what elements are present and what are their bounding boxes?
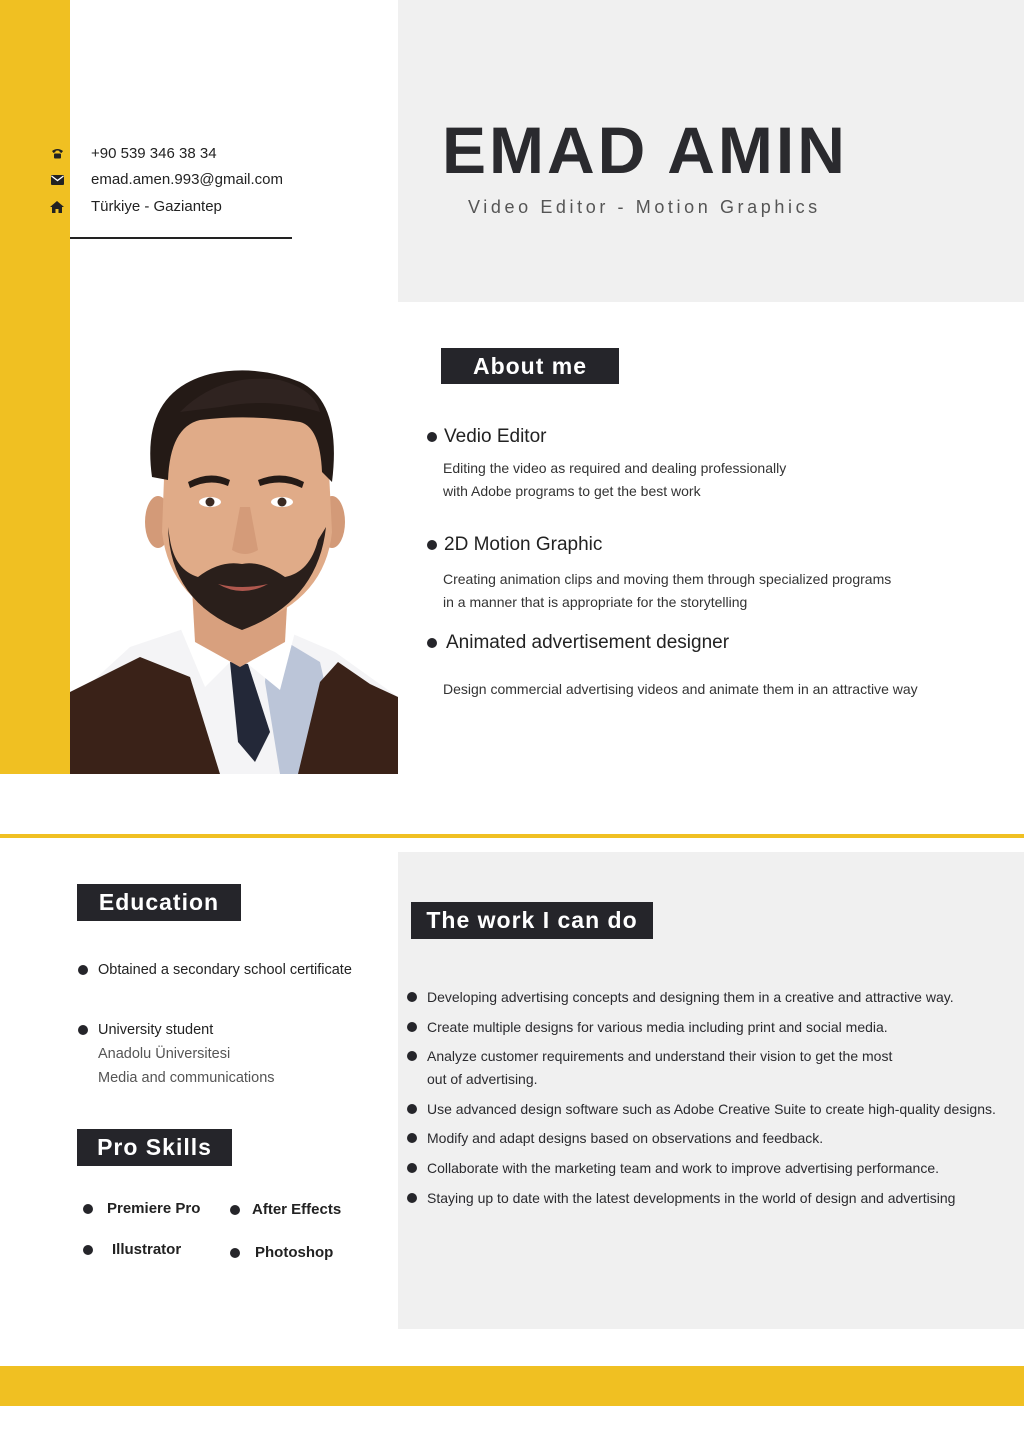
bullet-icon — [83, 1204, 93, 1214]
phone-text[interactable]: +90 539 346 38 34 — [91, 145, 217, 162]
bullet-icon — [407, 1022, 417, 1032]
bullet-icon — [230, 1205, 240, 1215]
about-item-title: Vedio Editor — [444, 426, 547, 447]
contact-phone — [48, 145, 217, 162]
skill-item — [83, 1241, 181, 1258]
work-list-item — [407, 1045, 892, 1090]
skills-heading: Pro Skills — [77, 1129, 232, 1166]
bullet-icon — [230, 1248, 240, 1258]
about-item-desc — [443, 568, 891, 614]
about-item-desc — [443, 678, 918, 701]
about-desc-line: with Adobe programs to get the best work — [443, 483, 701, 499]
about-heading: About me — [441, 348, 619, 384]
work-item-text: Developing advertising concepts and designing them in a creative and attractive way. — [427, 989, 954, 1005]
phone-icon — [48, 147, 66, 161]
home-icon — [48, 200, 66, 214]
bullet-icon — [427, 638, 437, 648]
bullet-icon — [407, 1133, 417, 1143]
work-list-item — [407, 1016, 888, 1039]
location-text: Türkiye - Gaziantep — [91, 198, 222, 215]
about-item-desc — [443, 457, 786, 503]
profile-photo — [70, 302, 398, 774]
work-list-item — [407, 986, 954, 1009]
bullet-icon — [407, 1193, 417, 1203]
education-item-title: Obtained a secondary school certificate — [98, 962, 352, 978]
contact-underline — [70, 237, 292, 239]
education-item — [78, 962, 352, 978]
about-desc-line: in a manner that is appropriate for the storytelling — [443, 594, 748, 610]
skill-item — [230, 1244, 333, 1261]
skill-label: Premiere Pro — [107, 1200, 201, 1217]
education-item-title: University student — [98, 1022, 214, 1038]
contact-location — [48, 198, 222, 215]
work-item-text: Staying up to date with the latest developments in the world of design and advertising — [427, 1190, 956, 1206]
about-desc-line: Design commercial advertising videos and animate them in an attractive way — [443, 681, 918, 697]
work-item-text: Use advanced design software such as Adobe Creative Suite to create high-quality designs. — [427, 1101, 996, 1117]
candidate-title: Video Editor - Motion Graphics — [468, 197, 821, 217]
work-list-item — [407, 1098, 996, 1121]
bullet-icon — [83, 1245, 93, 1255]
work-item-text: Analyze customer requirements and understand their vision to get the most out of advertising. — [427, 1048, 893, 1087]
work-list-item — [407, 1127, 823, 1150]
bullet-icon — [407, 992, 417, 1002]
left-accent-bar — [0, 0, 70, 774]
work-item-text: Collaborate with the marketing team and work to improve advertising performance. — [427, 1160, 940, 1176]
bullet-icon — [427, 540, 437, 550]
about-item — [427, 426, 546, 448]
bullet-icon — [78, 965, 88, 975]
contact-email — [48, 171, 283, 188]
education-item-details — [98, 1043, 275, 1090]
education-heading: Education — [77, 884, 241, 921]
about-item-title: Animated advertisement designer — [446, 632, 730, 653]
education-school: Anadolu Üniversitesi — [98, 1046, 231, 1062]
candidate-name: EMAD AMIN — [442, 113, 848, 187]
skill-label: After Effects — [252, 1201, 342, 1218]
work-item-text: Modify and adapt designs based on observations and feedback. — [427, 1130, 824, 1146]
bullet-icon — [78, 1025, 88, 1035]
bullet-icon — [407, 1163, 417, 1173]
envelope-icon — [48, 173, 66, 187]
about-item — [427, 632, 729, 654]
bullet-icon — [407, 1104, 417, 1114]
work-item-text: Create multiple designs for various media including print and social media. — [427, 1019, 888, 1035]
footer-bar — [0, 1366, 1024, 1406]
work-list-item — [407, 1157, 939, 1180]
skill-label: Photoshop — [255, 1244, 334, 1261]
education-item — [78, 1022, 213, 1038]
work-list-item — [407, 1187, 955, 1210]
bullet-icon — [407, 1051, 417, 1061]
about-desc-line: Creating animation clips and moving them through specialized programs — [443, 571, 892, 587]
skill-item — [83, 1200, 200, 1217]
about-desc-line: Editing the video as required and dealing professionally — [443, 460, 787, 476]
work-heading: The work I can do — [411, 902, 653, 939]
bullet-icon — [427, 432, 437, 442]
skill-item — [230, 1201, 341, 1218]
section-divider — [0, 834, 1024, 838]
email-text[interactable]: emad.amen.993@gmail.com — [91, 171, 283, 188]
education-field: Media and communications — [98, 1069, 275, 1086]
about-item-title: 2D Motion Graphic — [444, 534, 603, 555]
skill-label: Illustrator — [112, 1241, 182, 1258]
about-item — [427, 534, 602, 556]
